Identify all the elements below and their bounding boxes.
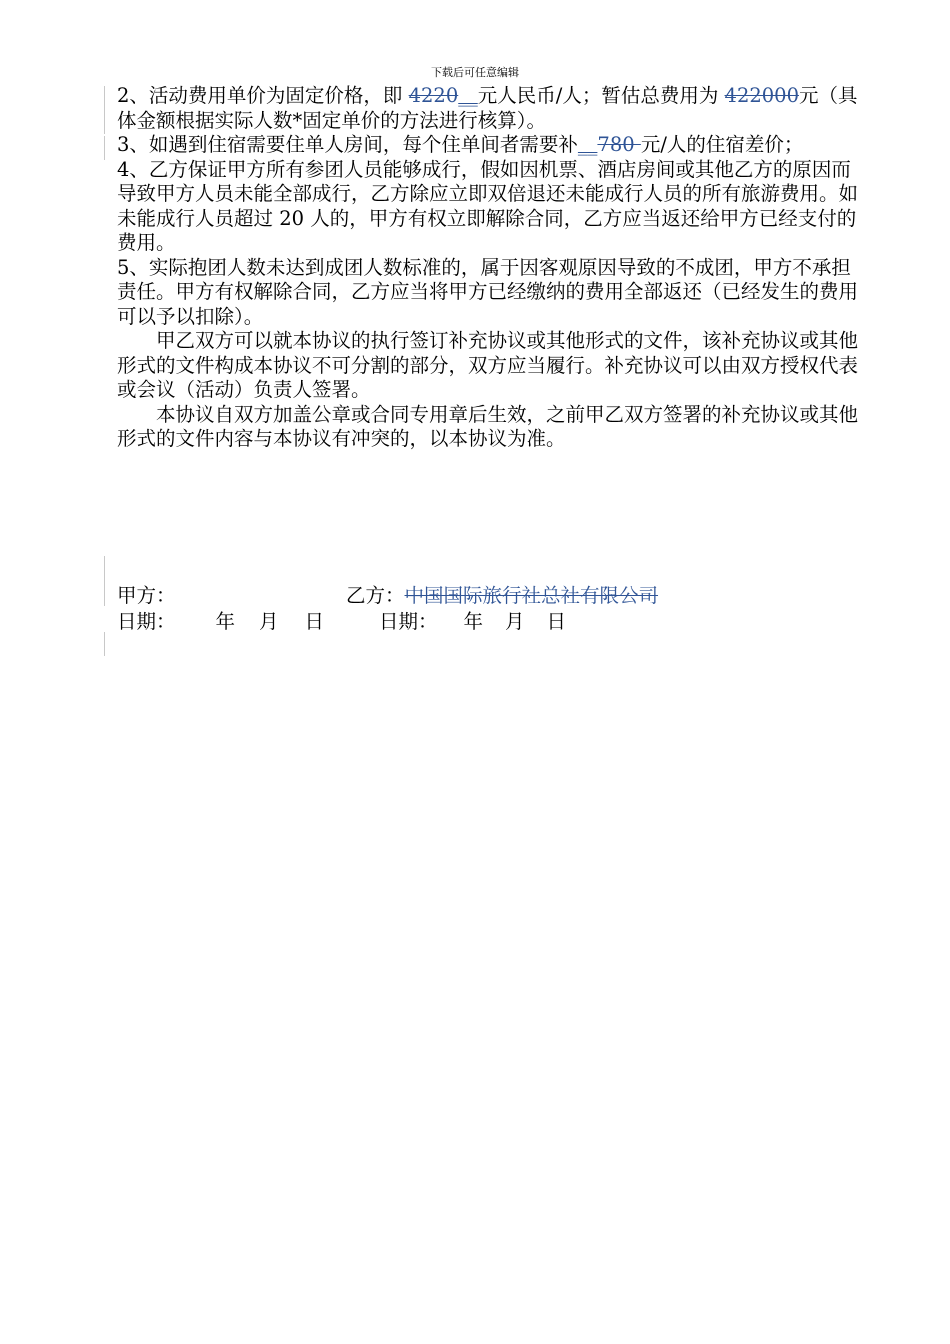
effective-clause: 本协议自双方加盖公章或合同专用章后生效，之前甲乙双方签署的补充协议或其他形式的文件内容与本协议有冲突的，以本协议为准。 [117,402,859,450]
clause-3: 3、如遇到住宿需要住单人房间，每个住单间者需要补__780 元/人的住宿差价； [117,133,804,156]
single-room-supplement-revision: 780 [597,133,641,156]
clause-2: 2、活动费用单价为固定价格，即 4220__元人民币/人；暂估总费用为 422000元（具体金额根据实际人数*固定单价的方法进行核算）。 [117,84,858,132]
total-cost-revision: 422000 [724,84,799,107]
signature-date-row [117,610,865,636]
agreement-body [117,84,865,636]
page-header: 下载后可任意编辑 [431,66,519,79]
party-b-date: 日期： 年 月 日 [379,609,567,633]
revision-change-bar [104,86,105,134]
clause-4: 4、乙方保证甲方所有参团人员能够成行，假如因机票、酒店房间或其他乙方的原因而导致甲方人员未能全部成行，乙方除应立即双倍退还未能成行人员的所有旅游费用。如未能成行人员超过 20 人的，甲方有权立即解除合同，乙方应当返还给甲方已经支付的费用。 [117,157,859,254]
unit-price-revision: 4220 [408,84,459,107]
supplement-clause: 甲乙双方可以就本协议的执行签订补充协议或其他形式的文件，该补充协议或其他形式的文件构成本协议不可分割的部分，双方应当履行。补充协议可以由双方授权代表或会议（活动）负责人签署。 [117,329,859,401]
signature-party-row [117,584,865,610]
party-a-label: 甲方： [117,583,176,607]
revision-change-bar [104,556,105,606]
party-a-date: 日期： 年 月 日 [117,609,325,633]
date-label: 日期： [379,609,438,633]
revision-change-bar [104,632,105,656]
date-label: 日期： [117,609,176,633]
party-b-label: 乙方： [346,583,405,607]
party-b-name: 中国国际旅行社总社有限公司 [404,583,659,607]
clause-5: 5、实际抱团人数未达到成团人数标准的，属于因客观原因导致的不成团，甲方不承担责任。甲方有权解除合同，乙方应当将甲方已经缴纳的费用全部返还（已经发生的费用可以予以扣除）。 [117,255,859,328]
revision-change-bar [104,136,105,160]
party-b [346,584,658,609]
